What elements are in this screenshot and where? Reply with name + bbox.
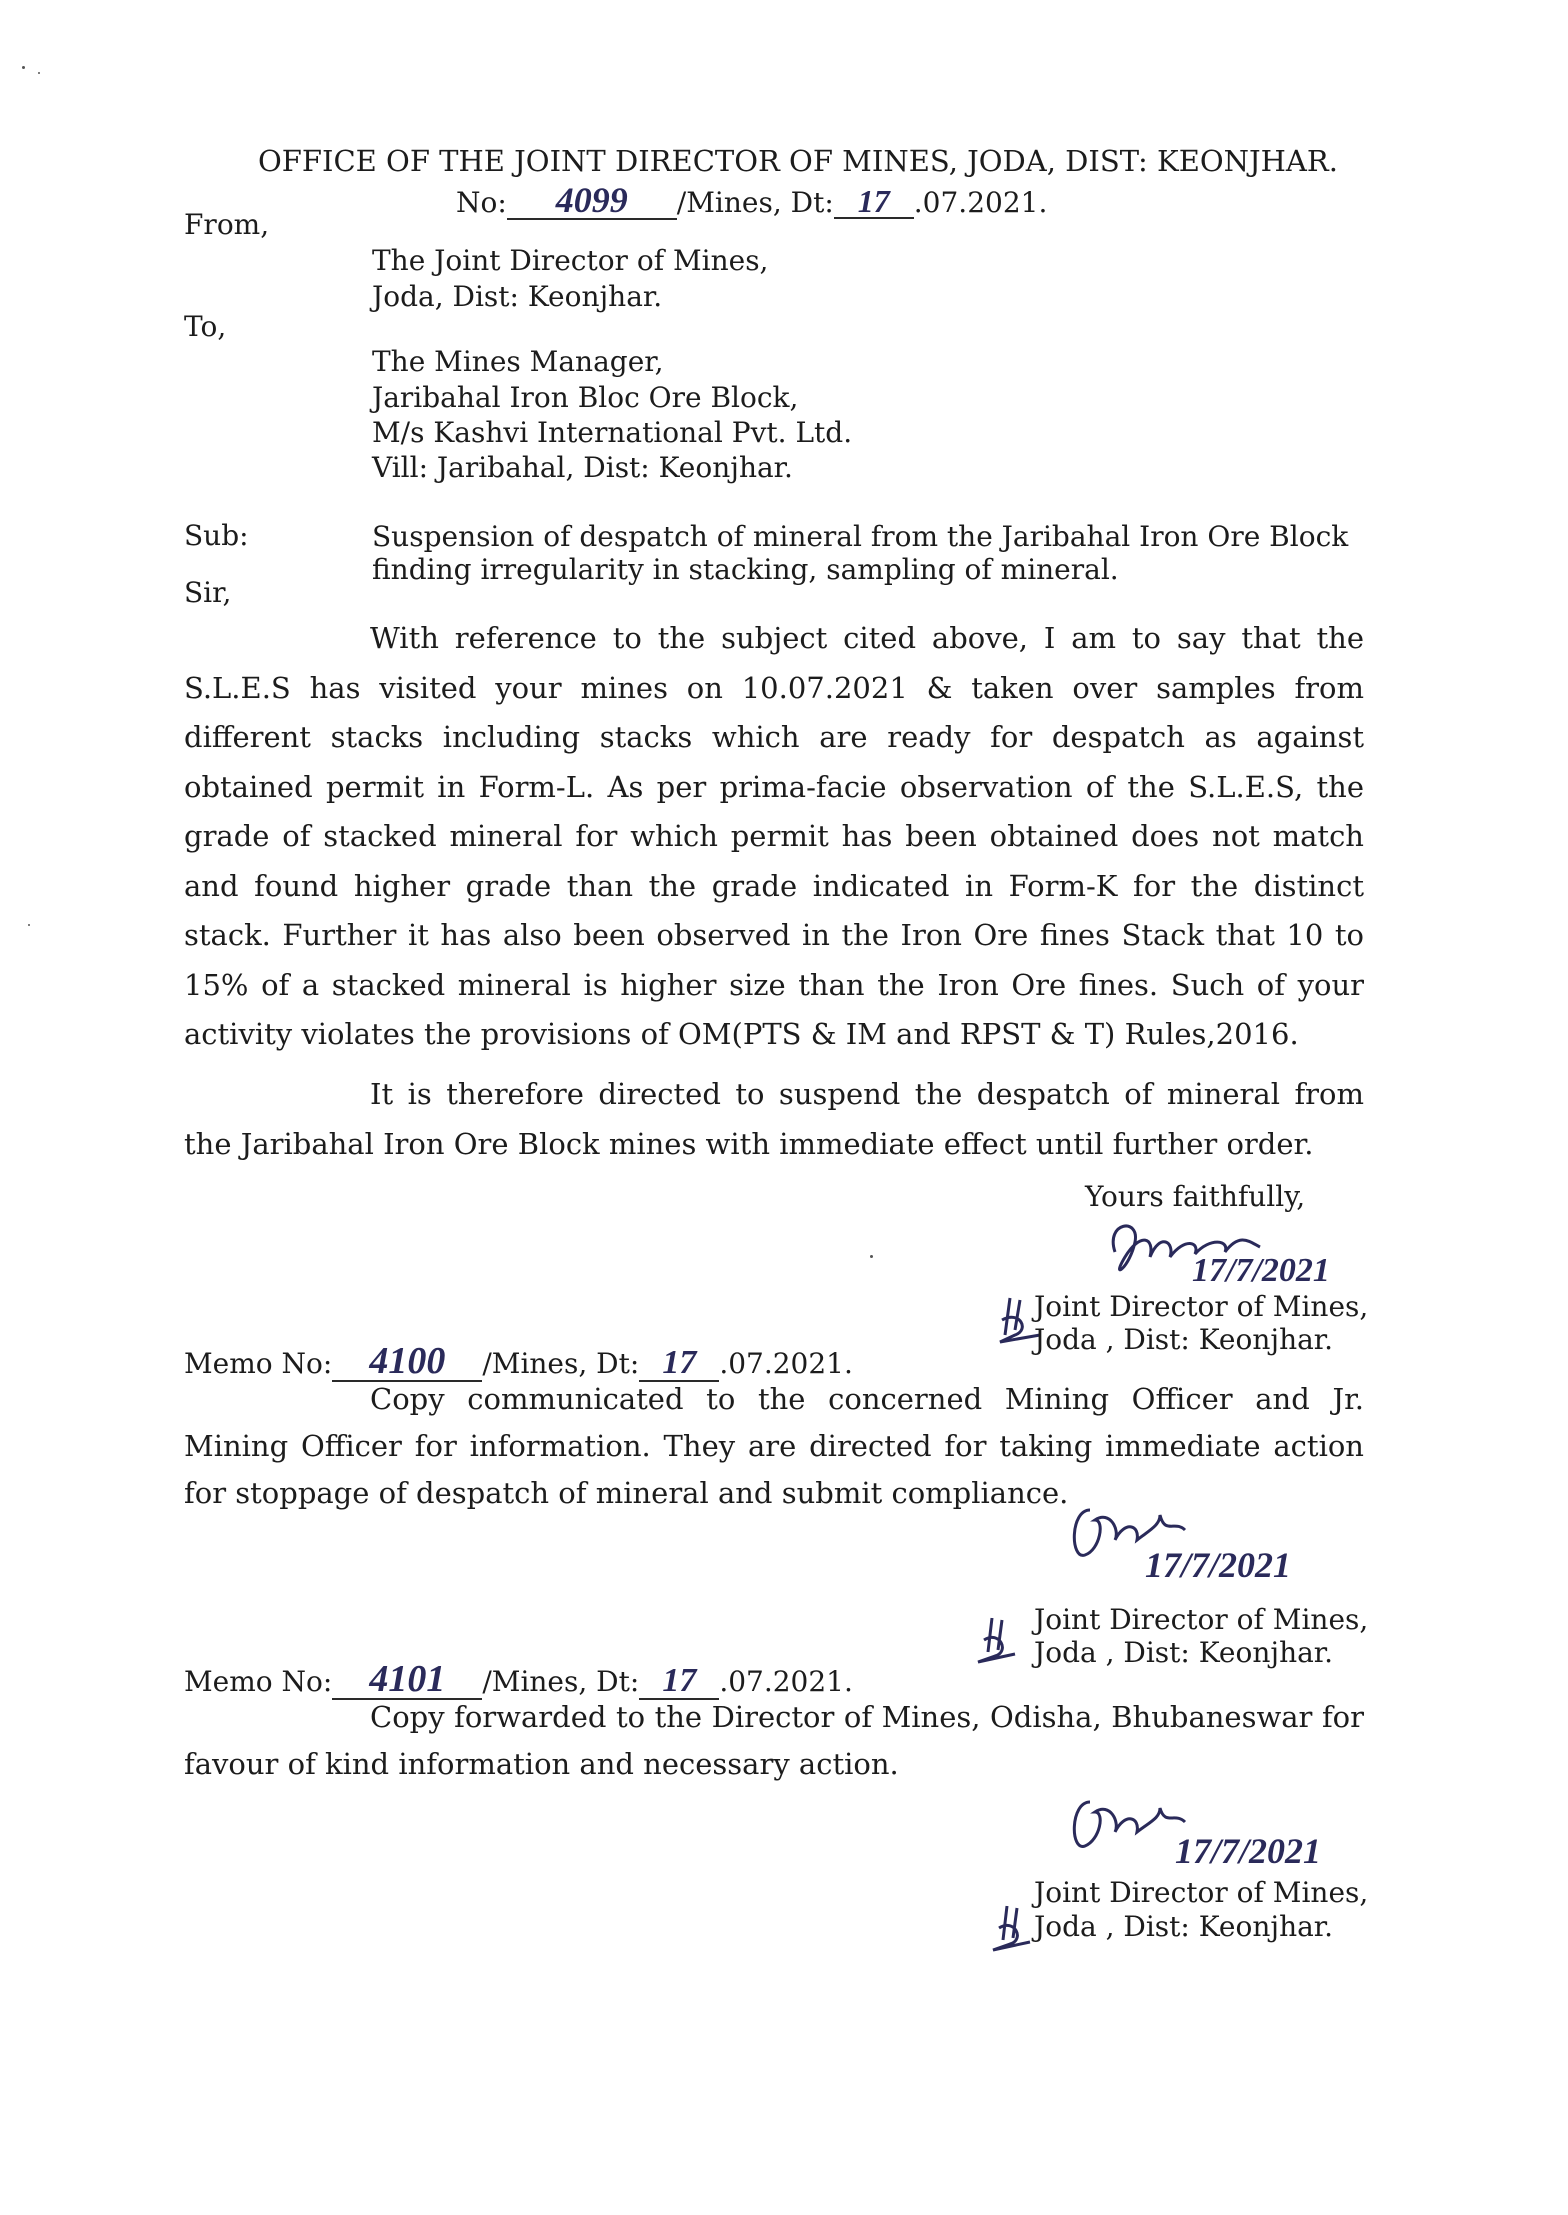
signature-3-date: 17/7/2021 bbox=[1175, 1831, 1322, 1871]
office-title: OFFICE OF THE JOINT DIRECTOR OF MINES, JODA, DIST: KEONJHAR. bbox=[258, 144, 1338, 178]
letter-day-value: 17 bbox=[834, 185, 914, 219]
memo-1-day: 17 bbox=[639, 1346, 719, 1382]
memo-2-sign-title-1: Joint Director of Mines, bbox=[1034, 1876, 1369, 1909]
subject-line-1: Suspension of despatch of mineral from the Jaribahal Iron Ore Block bbox=[372, 520, 1349, 553]
memo-1-label: Memo No: bbox=[184, 1347, 333, 1380]
from-line-1: The Joint Director of Mines, bbox=[372, 244, 769, 277]
to-line-4: Vill: Jaribahal, Dist: Keonjhar. bbox=[372, 451, 793, 484]
body-paragraph-1: With reference to the subject cited above, I am to say that the S.L.E.S has visited your mines on 10.07.2021 & taken over samples from different stacks including stacks which are ready for despatch as against obtained permit in Form-L. As per prima-facie observation of the S.L.E.S, the grade of stacked mineral for which permit has been obtained does not match and found higher grade than the grade indicated in Form-K for the distinct stack. Further it has also been observed in the Iron Ore fines Stack that 10 to 15% of a stacked mineral is higher size than the Iron Ore fines. Such of your activity violates the provisions of OM(PTS & IM and RPST & T) Rules,2016. bbox=[184, 621, 1364, 1051]
initials-scrawl-icon bbox=[970, 1612, 1030, 1672]
memo-1-sign-title-2: Joda , Dist: Keonjhar. bbox=[1034, 1636, 1334, 1669]
memo-2-sign-title-2: Joda , Dist: Keonjhar. bbox=[1034, 1910, 1334, 1943]
signature-3 bbox=[1065, 1790, 1365, 1885]
memo-2-label: Memo No: bbox=[184, 1665, 333, 1698]
memo-1-date-suffix: .07.2021. bbox=[719, 1347, 853, 1380]
subject-label: Sub: bbox=[184, 519, 249, 552]
letter-number-line bbox=[456, 182, 1047, 220]
memo-1-text: Copy communicated to the concerned Mining Officer and Jr. Mining Officer for information. They are directed for taking immediate action for stoppage of despatch of mineral and submit compliance. bbox=[184, 1382, 1364, 1510]
salutation: Sir, bbox=[184, 576, 232, 609]
body-paragraph-2: It is therefore directed to suspend the despatch of mineral from the Jaribahal Iron Ore Block mines with immediate effect until further order. bbox=[184, 1077, 1364, 1161]
signature-1-date: 17/7/2021 bbox=[1192, 1252, 1330, 1289]
subject-line-2: finding irregularity in stacking, sampling of mineral. bbox=[372, 553, 1119, 586]
memo-2-text: Copy forwarded to the Director of Mines, Odisha, Bhubaneswar for favour of kind information and necessary action. bbox=[184, 1700, 1364, 1781]
letter-number-label: No: bbox=[456, 186, 507, 219]
memo-1-mines-dt-label: /Mines, Dt: bbox=[482, 1347, 640, 1380]
scan-speck bbox=[870, 1255, 873, 1258]
from-line-2: Joda, Dist: Keonjhar. bbox=[372, 280, 663, 313]
initials-mark-2 bbox=[970, 1612, 1030, 1672]
to-line-1: The Mines Manager, bbox=[372, 345, 664, 378]
scan-speck bbox=[22, 66, 25, 69]
scan-speck bbox=[28, 924, 30, 926]
memo-1-sign-title-1: Joint Director of Mines, bbox=[1034, 1603, 1369, 1636]
to-line-3: M/s Kashvi International Pvt. Ltd. bbox=[372, 416, 853, 449]
to-line-2: Jaribahal Iron Bloc Ore Block, bbox=[372, 381, 799, 414]
to-label: To, bbox=[184, 310, 227, 343]
letter-mines-dt-label: /Mines, Dt: bbox=[676, 186, 834, 219]
memo-2-number: 4101 bbox=[332, 1660, 482, 1700]
letter-number-value: 4099 bbox=[507, 182, 677, 220]
signature-2-date: 17/7/2021 bbox=[1145, 1545, 1292, 1585]
memo-2-date-suffix: .07.2021. bbox=[719, 1665, 853, 1698]
memo-1-number: 4100 bbox=[332, 1342, 482, 1382]
signature-2 bbox=[1065, 1500, 1365, 1595]
closing-title-2: Joda , Dist: Keonjhar. bbox=[1034, 1323, 1334, 1356]
signature-1 bbox=[1100, 1212, 1400, 1302]
memo-2-day: 17 bbox=[639, 1664, 719, 1700]
memo-2-mines-dt-label: /Mines, Dt: bbox=[482, 1665, 640, 1698]
scan-speck bbox=[38, 72, 40, 74]
closing-title-1: Joint Director of Mines, bbox=[1034, 1290, 1369, 1323]
letter-date-suffix: .07.2021. bbox=[913, 186, 1048, 219]
from-label: From, bbox=[184, 208, 270, 241]
yours-faithfully: Yours faithfully, bbox=[1085, 1180, 1306, 1213]
